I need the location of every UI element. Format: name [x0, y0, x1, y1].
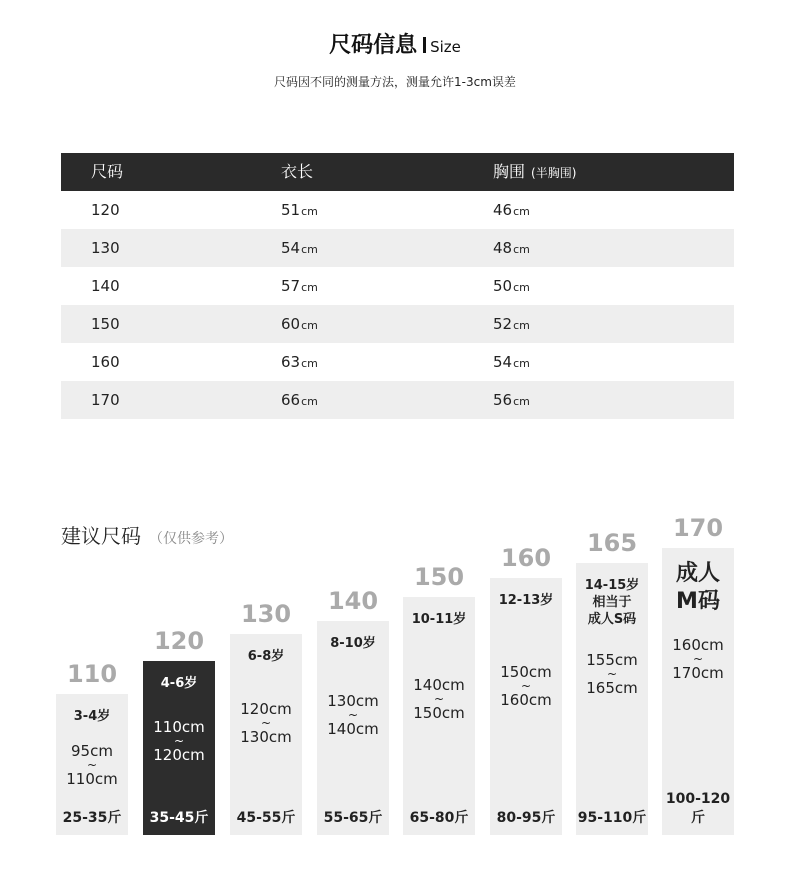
- size-table: [61, 153, 734, 419]
- unit-label: cm: [301, 319, 318, 332]
- unit-label: cm: [301, 357, 318, 370]
- column-header-chest: [493, 153, 576, 192]
- range-tilde: ~: [606, 667, 618, 681]
- age-line: 成人S码: [587, 612, 637, 627]
- height-from: 130cm: [327, 692, 379, 710]
- range-tilde: ~: [520, 679, 532, 693]
- range-tilde: ~: [86, 758, 98, 772]
- unit-label: cm: [513, 357, 530, 370]
- cell-chest: 56cm: [493, 391, 530, 409]
- cell-size: 160: [91, 353, 120, 371]
- table-row: [61, 267, 734, 305]
- column-header-chest-label: 胸围: [493, 162, 526, 181]
- height-from: 150cm: [500, 663, 552, 681]
- height-to: 160cm: [500, 691, 552, 709]
- size-bar: [317, 621, 389, 835]
- unit-label: cm: [513, 395, 530, 408]
- height-range: [403, 676, 475, 722]
- size-label: 165: [586, 529, 638, 557]
- size-table-body: [61, 191, 734, 419]
- range-tilde: ~: [692, 652, 704, 666]
- height-from: 155cm: [586, 651, 638, 669]
- age-line: 14-15岁: [584, 578, 640, 593]
- table-row: [61, 191, 734, 229]
- age-line: 相当于: [592, 595, 632, 610]
- cell-size: 130: [91, 239, 120, 257]
- weight-label: 35-45斤: [149, 810, 209, 826]
- height-to: 110cm: [66, 770, 118, 788]
- cell-chest: 48cm: [493, 239, 530, 257]
- table-row: [61, 381, 734, 419]
- height-from: 160cm: [672, 636, 724, 654]
- title-chinese: 尺码信息: [329, 33, 418, 58]
- age-line: 12-13岁: [498, 593, 554, 608]
- age-line: 6-8岁: [247, 649, 285, 664]
- range-tilde: ~: [260, 716, 272, 730]
- size-label: 170: [672, 514, 724, 542]
- size-bar: [143, 661, 215, 835]
- table-row: [61, 305, 734, 343]
- cell-length: 54cm: [281, 239, 318, 257]
- age-label: [403, 611, 475, 628]
- age-label: [576, 577, 648, 628]
- table-row: [61, 229, 734, 267]
- adult-size-line: 成人: [675, 561, 720, 586]
- cell-length: 57cm: [281, 277, 318, 295]
- size-label: 160: [500, 544, 552, 572]
- size-label: 120: [153, 627, 205, 655]
- height-to: 170cm: [672, 664, 724, 682]
- column-header-size: 尺码: [91, 162, 124, 181]
- size-label: 150: [413, 563, 465, 591]
- weight-label: 95-110斤: [577, 810, 647, 826]
- range-tilde: ~: [433, 692, 445, 706]
- cell-length: 51cm: [281, 201, 318, 219]
- unit-label: cm: [513, 281, 530, 294]
- cell-length: 60cm: [281, 315, 318, 333]
- size-bar: [576, 563, 648, 835]
- age-line: 10-11岁: [411, 612, 467, 627]
- unit-label: cm: [301, 395, 318, 408]
- table-row: [61, 343, 734, 381]
- weight-label: 25-35斤: [62, 810, 122, 826]
- cell-chest: 52cm: [493, 315, 530, 333]
- cell-chest: 54cm: [493, 353, 530, 371]
- recommend-title: [61, 520, 233, 549]
- height-range: [662, 636, 734, 682]
- recommend-title-label: 建议尺码: [61, 524, 141, 548]
- recommend-title-note: （仅供参考）: [149, 531, 233, 547]
- age-label: [230, 648, 302, 665]
- column-header-chest-note: (半胸围): [531, 166, 577, 180]
- height-from: 140cm: [413, 676, 465, 694]
- height-to: 130cm: [240, 728, 292, 746]
- age-label: [56, 708, 128, 725]
- height-to: 165cm: [586, 679, 638, 697]
- height-from: 110cm: [153, 718, 205, 736]
- column-header-length: 衣长: [281, 162, 314, 181]
- unit-label: cm: [301, 205, 318, 218]
- weight-label: 80-95斤: [496, 810, 556, 826]
- cell-size: 120: [91, 201, 120, 219]
- unit-label: cm: [301, 243, 318, 256]
- size-label: 130: [240, 600, 292, 628]
- weight-label: 100-120斤: [665, 791, 731, 826]
- age-line: 4-6岁: [160, 676, 198, 691]
- unit-label: cm: [513, 319, 530, 332]
- height-to: 140cm: [327, 720, 379, 738]
- unit-label: cm: [513, 205, 530, 218]
- unit-label: cm: [301, 281, 318, 294]
- weight-label: 55-65斤: [323, 810, 383, 826]
- height-from: 95cm: [71, 742, 113, 760]
- size-label: 140: [327, 587, 379, 615]
- size-bar: [56, 694, 128, 835]
- height-to: 120cm: [153, 746, 205, 764]
- cell-chest: 50cm: [493, 277, 530, 295]
- cell-size: 170: [91, 391, 120, 409]
- cell-length: 63cm: [281, 353, 318, 371]
- weight-label: 65-80斤: [409, 810, 469, 826]
- height-to: 150cm: [413, 704, 465, 722]
- size-table-header: [61, 153, 734, 191]
- size-bar: [490, 578, 562, 835]
- height-from: 120cm: [240, 700, 292, 718]
- cell-chest: 46cm: [493, 201, 530, 219]
- subtitle: 尺码因不同的测量方法，测量允许1-3cm误差: [274, 75, 516, 89]
- height-range: [143, 718, 215, 764]
- page-title: [0, 28, 790, 59]
- height-range: [490, 663, 562, 709]
- age-line: 3-4岁: [73, 709, 111, 724]
- height-range: [317, 692, 389, 738]
- cell-size: 140: [91, 277, 120, 295]
- age-label: [490, 592, 562, 609]
- height-range: [576, 651, 648, 697]
- weight-label: 45-55斤: [236, 810, 296, 826]
- range-tilde: ~: [173, 734, 185, 748]
- size-label: 110: [66, 660, 118, 688]
- size-bar: [230, 634, 302, 835]
- age-line: 8-10岁: [330, 636, 376, 651]
- cell-size: 150: [91, 315, 120, 333]
- height-range: [56, 742, 128, 788]
- height-range: [230, 700, 302, 746]
- title-english: Size: [430, 38, 461, 56]
- age-label: [317, 635, 389, 652]
- adult-size-line: M码: [676, 589, 720, 614]
- age-label: [143, 675, 215, 692]
- cell-length: 66cm: [281, 391, 318, 409]
- range-tilde: ~: [347, 708, 359, 722]
- unit-label: cm: [513, 243, 530, 256]
- adult-size-label: [662, 560, 734, 616]
- size-bar: [403, 597, 475, 835]
- size-bar: [662, 548, 734, 835]
- title-separator: [423, 37, 426, 53]
